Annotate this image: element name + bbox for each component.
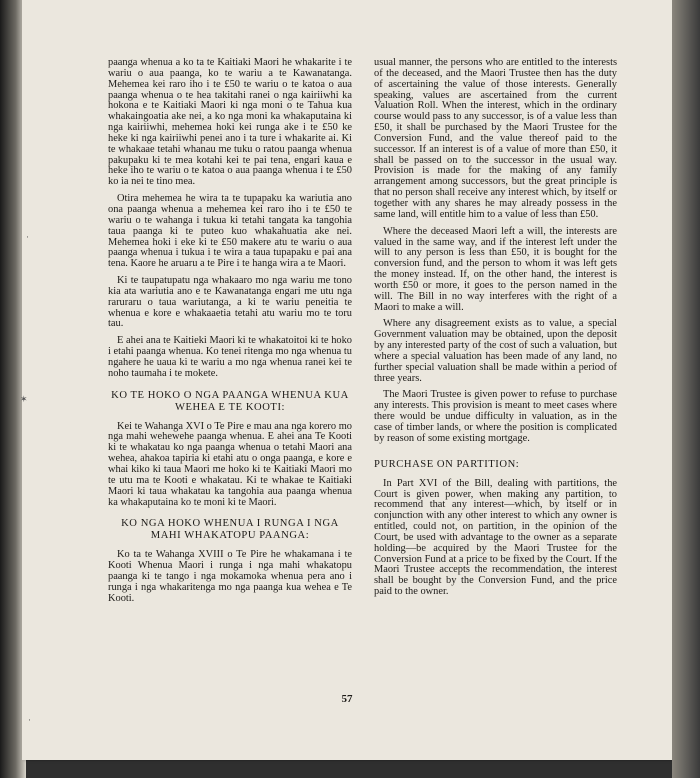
right-paragraph-1: usual manner, the persons who are entitled to the interests of the deceased, and the Maori Trustee then has the duty of ascertaining the value of those interests. Generally speaking, values are ascertained from the current Valuation Roll. When the interest, which in the ordinary course would pass to any successor, is of a value less than £50, it shall be purchased by the Maori Trustee for the Conversion Fund, and the value thereof paid to the successor. If an interest is of a value of more than £50, it shall be passed on to the successor in the usual way. Provision is made for the making of any family arrangement among successors, but the great principle is that no person shall receive any interest which, by itself or together with any shares he may already possess in the same land, will entitle him to a value of less than £50. — [374, 57, 617, 220]
right-paragraph-5: In Part XVI of the Bill, dealing with partitions, the Court is given power, when making any partition, to recommend that any interest—which, by itself or in conjunction with any other interest to which any owner is entitled, could not, on partition, in the opinion of the Court, be used with advantage to the owner as a separate holding—be acquired by the Maori Trustee for the Conversion Fund at a price to be fixed by the Court. If the Maori Trustee accepts the recommendation, the interest shall be bought by the Conversion Fund, and the price paid to the owner. — [374, 477, 617, 598]
right-heading-1: PURCHASE ON PARTITION: — [374, 458, 520, 470]
page-number: 57 — [341, 693, 353, 705]
right-column-english-text — [374, 58, 617, 604]
left-paragraph-3: Ki te taupatupatu nga whakaaro mo nga wariu me tono kia ata wariutia ano e te Kawanatanga engari me utu nga raruraru o taua wariutanga, a ki te wariu peneitia te whenua e kore e whakaaetia tetahi atu wariu mo te toru tau. — [108, 275, 352, 330]
left-paragraph-4: E ahei ana te Kaitieki Maori ki te whakatoitoi ki te hoko i etahi paanga whenua. Ko tenei ritenga mo nga whenua tu ngahere he uaua ki te wariu a mo nga whenua ranei kei te noho taumaha i te mokete. — [108, 335, 352, 379]
left-paragraph-5: Kei te Wahanga XVI o Te Pire e mau ana nga korero mo nga mahi wehewehe paanga whenua. E ahei ana Te Kooti ki te whakatau ko nga paanga whenua o tetahi Maori ana wehea, ahakoa tapiria ki etahi atu o onga paanga, e kore e whai kiko ki taua Maori me hoko ki te Kaitiaki Maori mo te utu ma te Kooti e whakatau. Ki te whakae te Kaitiaki Maori ki taua whakatau ka tangohia aua paanga whenua ka whakaputaina ko te moni ki te Maori. — [108, 420, 352, 508]
page-right-edge — [672, 0, 700, 778]
scan-speck: · — [26, 232, 29, 242]
left-heading-1: KO TE HOKO O NGA PAANGA WHENUA KUA WEHEA E TE KOOTI: — [111, 389, 349, 413]
left-paragraph-6: Ko ta te Wahanga XVIII o Te Pire he whakamana i te Kooti Whenua Maori i runga i nga mahi whakatopu paanga ki te tango i nga mokamoka whenua pera ano i runga i nga whakaritenga mo nga paanga kua wehea e Te Kooti. — [108, 549, 352, 604]
left-paragraph-1: paanga whenua a ko ta te Kaitiaki Maori he whakarite i te wariu o aua paanga, ko te wariu a te Kawanatanga. Mehemea kei raro iho i te £50 te wariu o te katoa o aua paanga whenua o te hea takitahi ranei o nga kairiiwhi ka hokona e te Kaitiaki Maori ki nga moni o te Tahua kua whakaingoatia ake nei, a ko nga moni ka whakaputaina ki nga kairiiwhi, mehemea hoki kei runga ake i te £50 ke heke ki nga kairiiwhi penei ano i ta ture i whakarite ai. Ki te whakaae tetahi whanau me tuku o ratou paanga whenua pakupaku ki te mea kotahi kei te pai tena, engari kaua e heke iho te wariu o te katoa o aua paanga whenua i te £50 ko ia nei te tino mea. — [108, 57, 352, 188]
scan-speck: · — [28, 715, 31, 725]
right-paragraph-2: Where the deceased Maori left a will, the interests are valued in the same way, and if the interest left under the will to any person is less than £50, it is bought for the conversion fund, and the person to whom it was left gets the money instead. If, on the other hand, the interest is worth £50 or more, it goes to the person named in the will. The Bill in no way interferes with the right of a Maori to make a will. — [374, 225, 617, 313]
scan-speck: ✶ — [20, 394, 28, 404]
left-paragraph-2: Otira mehemea he wira ta te tupapaku ka wariutia ano ona paanga whenua a mehemea kei raro iho i te £50 te wariu o te wahanga i tukua ki tetahi tangata ka tangohia taua paanga ki te puteo kuo whakahuatia ake nei. Mehemea hoki i eke ki te £50 makere atu te wariu o aua paanga whenua i tukua i te wira a taua tupapaku e pai ana tena. Kaore he aruaru a te Pire i te hanga wira a te Maori. — [108, 193, 352, 270]
left-column-maori-text — [108, 58, 352, 611]
document-page — [22, 0, 672, 760]
left-heading-2: KO NGA HOKO WHENUA I RUNGA I NGA MAHI WHAKATOPU PAANGA: — [121, 518, 339, 542]
right-paragraph-3: Where any disagreement exists as to value, a special Government valuation may be obtained, upon the deposit by any interested party of the cost of such a valuation, but where a special valuation has been made of any land, no further special valuation shall be made within a period of three years. — [374, 318, 617, 384]
right-paragraph-4: The Maori Trustee is given power to refuse to purchase any interests. This provision is meant to meet cases where there would be undue difficulty in valuation, as in the case of timber lands, or where the position is complicated by reason of some existing mortgage. — [374, 389, 617, 444]
